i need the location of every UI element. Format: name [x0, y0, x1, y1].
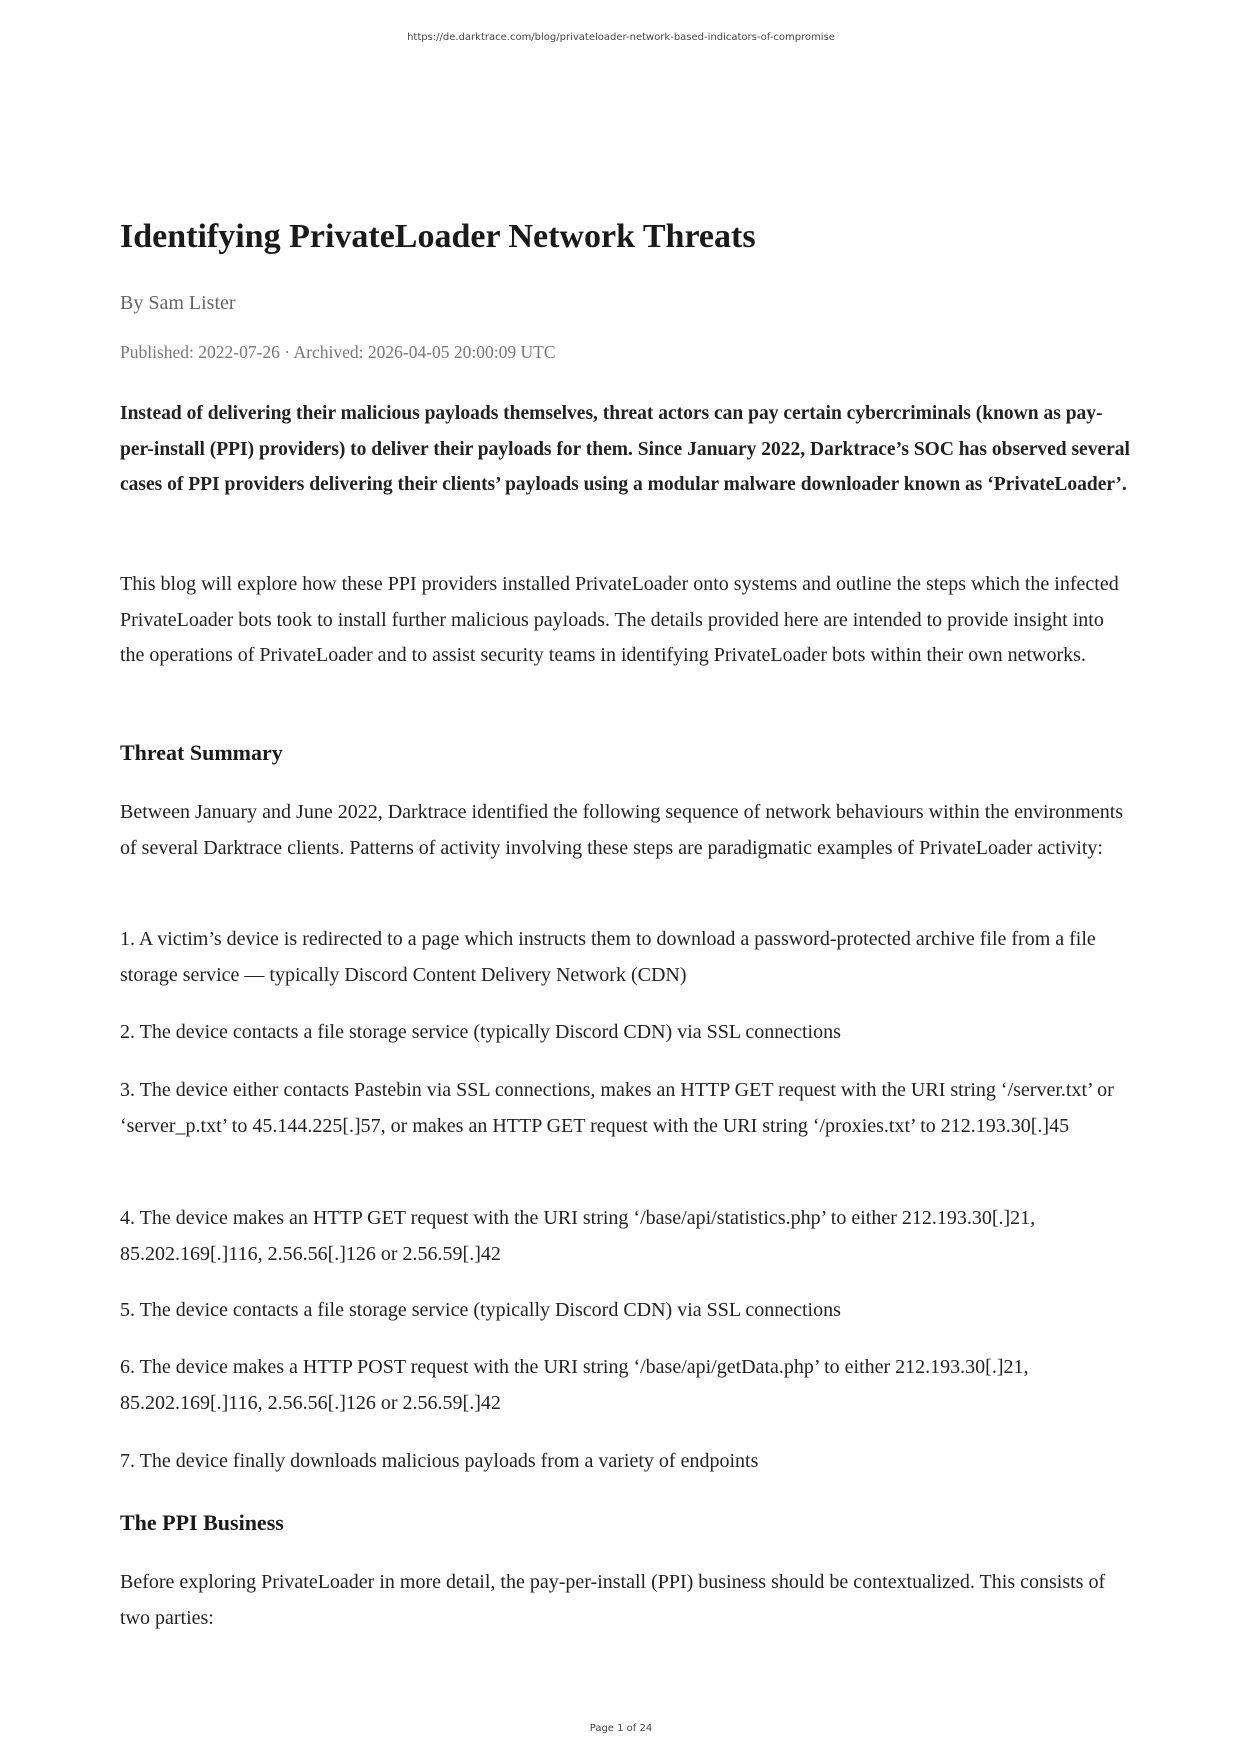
lead-paragraph: Instead of delivering their malicious payloads themselves, threat actors can pay certain cybercriminals (known as pay-per-install (PPI) providers) to deliver their payloads for them. Since January 2022, Darktrace’s SOC has observed several cases of PPI providers delivering their clients’ payloads using a modular malware downloader known as ‘PrivateLoader’.: [120, 403, 1130, 495]
step-item: 1. A victim’s device is redirected to a page which instructs them to download a password-protected archive file from a file storage service — typically Discord Content Delivery Network (CDN): [120, 928, 1096, 986]
step-item: 7. The device finally downloads malicious payloads from a variety of endpoints: [120, 1450, 759, 1472]
byline: By Sam Lister: [120, 292, 236, 314]
step-item: 3. The device either contacts Pastebin via SSL connections, makes an HTTP GET request with the URI string ‘/server.txt’ or ‘server_p.txt’ to 45.144.225[.]57, or makes an HTTP GET request with the URI string ‘/proxies.txt’ to 212.193.30[.]45: [120, 1079, 1114, 1137]
publish-dates: Published: 2022-07-26 · Archived: 2026-04-05 20:00:09 UTC: [120, 342, 556, 362]
ppi-business-paragraph: Before exploring PrivateLoader in more detail, the pay-per-install (PPI) business should be contextualized. This consists of two parties:: [120, 1571, 1106, 1629]
section-heading-ppi-business: The PPI Business: [120, 1510, 284, 1535]
threat-summary-paragraph: Between January and June 2022, Darktrace identified the following sequence of network behaviours within the environments of several Darktrace clients. Patterns of activity involving these steps are paradigmatic examples of PrivateLoader activity:: [120, 801, 1124, 859]
step-item: 4. The device makes an HTTP GET request with the URI string ‘/base/api/statistics.php’ to either 212.193.30[.]21, 85.202.169[.]116, 2.56.56[.]126 or 2.56.59[.]42: [120, 1207, 1036, 1265]
intro-paragraph: This blog will explore how these PPI providers installed PrivateLoader onto systems and outline the steps which the infected PrivateLoader bots took to install further malicious payloads. The details provided here are intended to provide insight into the operations of PrivateLoader and to assist security teams in identifying PrivateLoader bots within their own networks.: [120, 573, 1119, 666]
page-number: Page 1 of 24: [589, 1723, 653, 1734]
section-heading-threat-summary: Threat Summary: [120, 740, 283, 765]
step-item: 2. The device contacts a file storage service (typically Discord CDN) via SSL connections: [120, 1021, 841, 1043]
page-url-header: https://de.darktrace.com/blog/privateloader-network-based-indicators-of-compromise: [407, 32, 835, 43]
article-title: Identifying PrivateLoader Network Threats: [120, 218, 756, 255]
step-item: 5. The device contacts a file storage service (typically Discord CDN) via SSL connections: [120, 1299, 841, 1321]
step-item: 6. The device makes a HTTP POST request with the URI string ‘/base/api/getData.php’ to either 212.193.30[.]21, 85.202.169[.]116, 2.56.56[.]126 or 2.56.59[.]42: [120, 1356, 1029, 1414]
